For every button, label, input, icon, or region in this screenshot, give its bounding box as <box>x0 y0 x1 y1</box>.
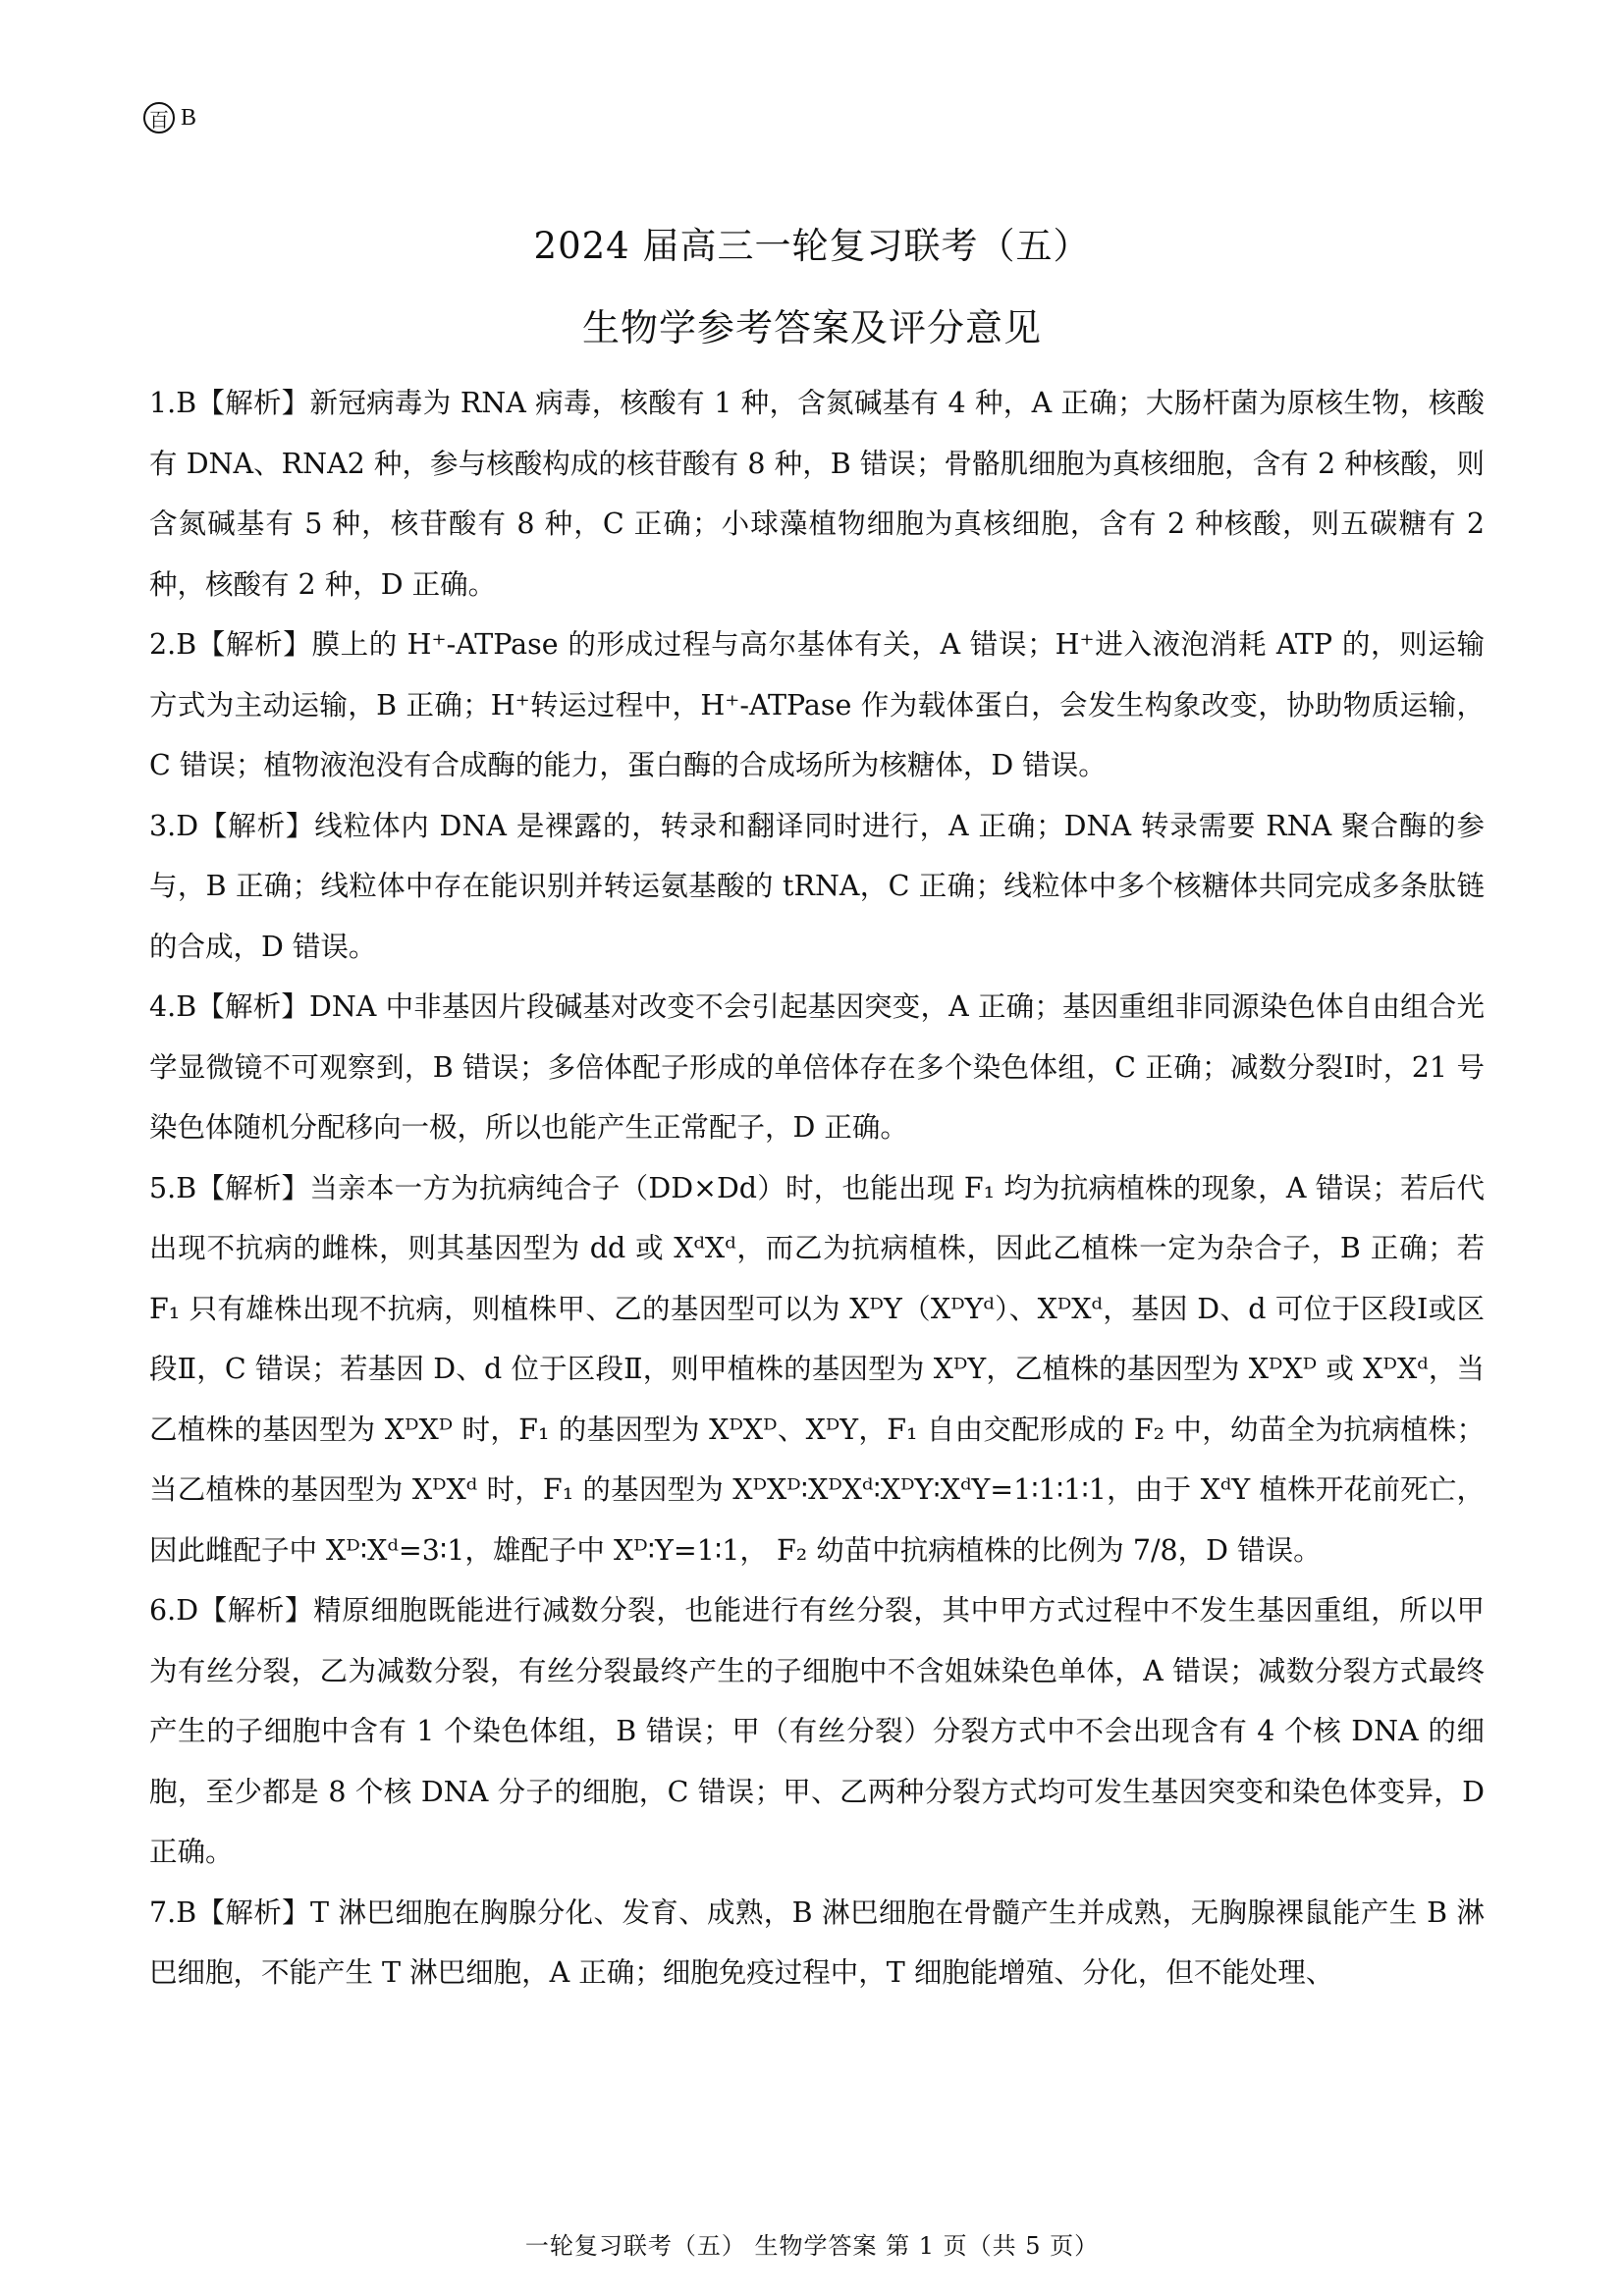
answer-content <box>149 373 1485 2003</box>
answer-paragraph-4: 4.B【解析】DNA 中非基因片段碱基对改变不会引起基因突变，A 正确；基因重组非同源染色体自由组合光学显微镜不可观察到，B 错误；多倍体配子形成的单倍体存在多个染色体组，C 正确；减数分裂Ⅰ时，21 号染色体随机分配移向一极，所以也能产生正常配子，D 正确。 <box>149 990 1485 1144</box>
answer-paragraph-2: 2.B【解析】膜上的 H⁺-ATPase 的形成过程与高尔基体有关，A 错误；H⁺进入液泡消耗 ATP 的，则运输方式为主动运输，B 正确；H⁺转运过程中，H⁺-ATPase 作为载体蛋白，会发生构象改变，协助物质运输，C 错误；植物液泡没有合成酶的能力，蛋白酶的合成场所为核糖体，D 错误。 <box>149 628 1485 781</box>
answer-paragraph-1: 1.B【解析】新冠病毒为 RNA 病毒，核酸有 1 种，含氮碱基有 4 种，A 正确；大肠杆菌为原核生物，核酸有 DNA、RNA2 种，参与核酸构成的核苷酸有 8 种，B 错误；骨骼肌细胞为真核细胞，含有 2 种核酸，则含氮碱基有 5 种，核苷酸有 8 种，C 正确；小球藻植物细胞为真核细胞，含有 2 种核酸，则五碳糖有 2 种，核酸有 2 种，D 正确。 <box>149 387 1485 601</box>
answer-paragraph-6: 6.D【解析】精原细胞既能进行减数分裂，也能进行有丝分裂，其中甲方式过程中不发生基因重组，所以甲为有丝分裂，乙为减数分裂，有丝分裂最终产生的子细胞中不含姐妹染色单体，A 错误；减数分裂方式最终产生的子细胞中含有 1 个染色体组，B 错误；甲（有丝分裂）分裂方式中不会出现含有 4 个核 DNA 的细胞，至少都是 8 个核 DNA 分子的细胞，C 错误；甲、乙两种分裂方式均可发生基因突变和染色体变异，D 正确。 <box>149 1594 1485 1868</box>
logo-letter: B <box>181 104 197 131</box>
answer-paragraph-3: 3.D【解析】线粒体内 DNA 是裸露的，转录和翻译同时进行，A 正确；DNA 转录需要 RNA 聚合酶的参与，B 正确；线粒体中存在能识别并转运氨基酸的 tRNA，C 正确；线粒体中多个核糖体共同完成多条肽链的合成，D 错误。 <box>149 809 1485 963</box>
logo-mark: 百 <box>143 102 175 133</box>
page-title: 2024 届高三一轮复习联考（五） <box>533 225 1091 267</box>
answer-paragraph-5: 5.B【解析】当亲本一方为抗病纯合子（DD×Dd）时，也能出现 F₁ 均为抗病植株的现象，A 错误；若后代出现不抗病的雌株，则其基因型为 dd 或 XᵈXᵈ，而乙为抗病植株，因此乙植株一定为杂合子，B 正确；若 F₁ 只有雄株出现不抗病，则植株甲、乙的基因型可以为 XᴰY（XᴰYᵈ）、XᴰXᵈ，基因 D、d 可位于区段Ⅰ或区段Ⅱ，C 错误；若基因 D、d 位于区段Ⅱ，则甲植株的基因型为 XᴰY，乙植株的基因型为 XᴰXᴰ 或 XᴰXᵈ，当乙植株的基因型为 XᴰXᴰ 时，F₁ 的基因型为 XᴰXᴰ、XᴰY，F₁ 自由交配形成的 F₂ 中，幼苗全为抗病植株；当乙植株的基因型为 XᴰXᵈ 时，F₁ 的基因型为 XᴰXᴰ∶XᴰXᵈ∶XᴰY∶XᵈY=1∶1∶1∶1，由于 XᵈY 植株开花前死亡，因此雌配子中 Xᴰ∶Xᵈ=3∶1，雄配子中 Xᴰ∶Y=1∶1， F₂ 幼苗中抗病植株的比例为 7/8，D 错误。 <box>149 1171 1485 1567</box>
page-footer: 一轮复习联考（五） 生物学答案 第 1 页（共 5 页） <box>524 2232 1100 2260</box>
answer-paragraph-7: 7.B【解析】T 淋巴细胞在胸腺分化、发育、成熟，B 淋巴细胞在骨髓产生并成熟，无胸腺裸鼠能产生 B 淋巴细胞，不能产生 T 淋巴细胞，A 正确；细胞免疫过程中，T 细胞能增殖、分化，但不能处理、 <box>149 1896 1485 1989</box>
page-subtitle: 生物学参考答案及评分意见 <box>581 306 1042 349</box>
publisher-logo <box>143 102 196 133</box>
